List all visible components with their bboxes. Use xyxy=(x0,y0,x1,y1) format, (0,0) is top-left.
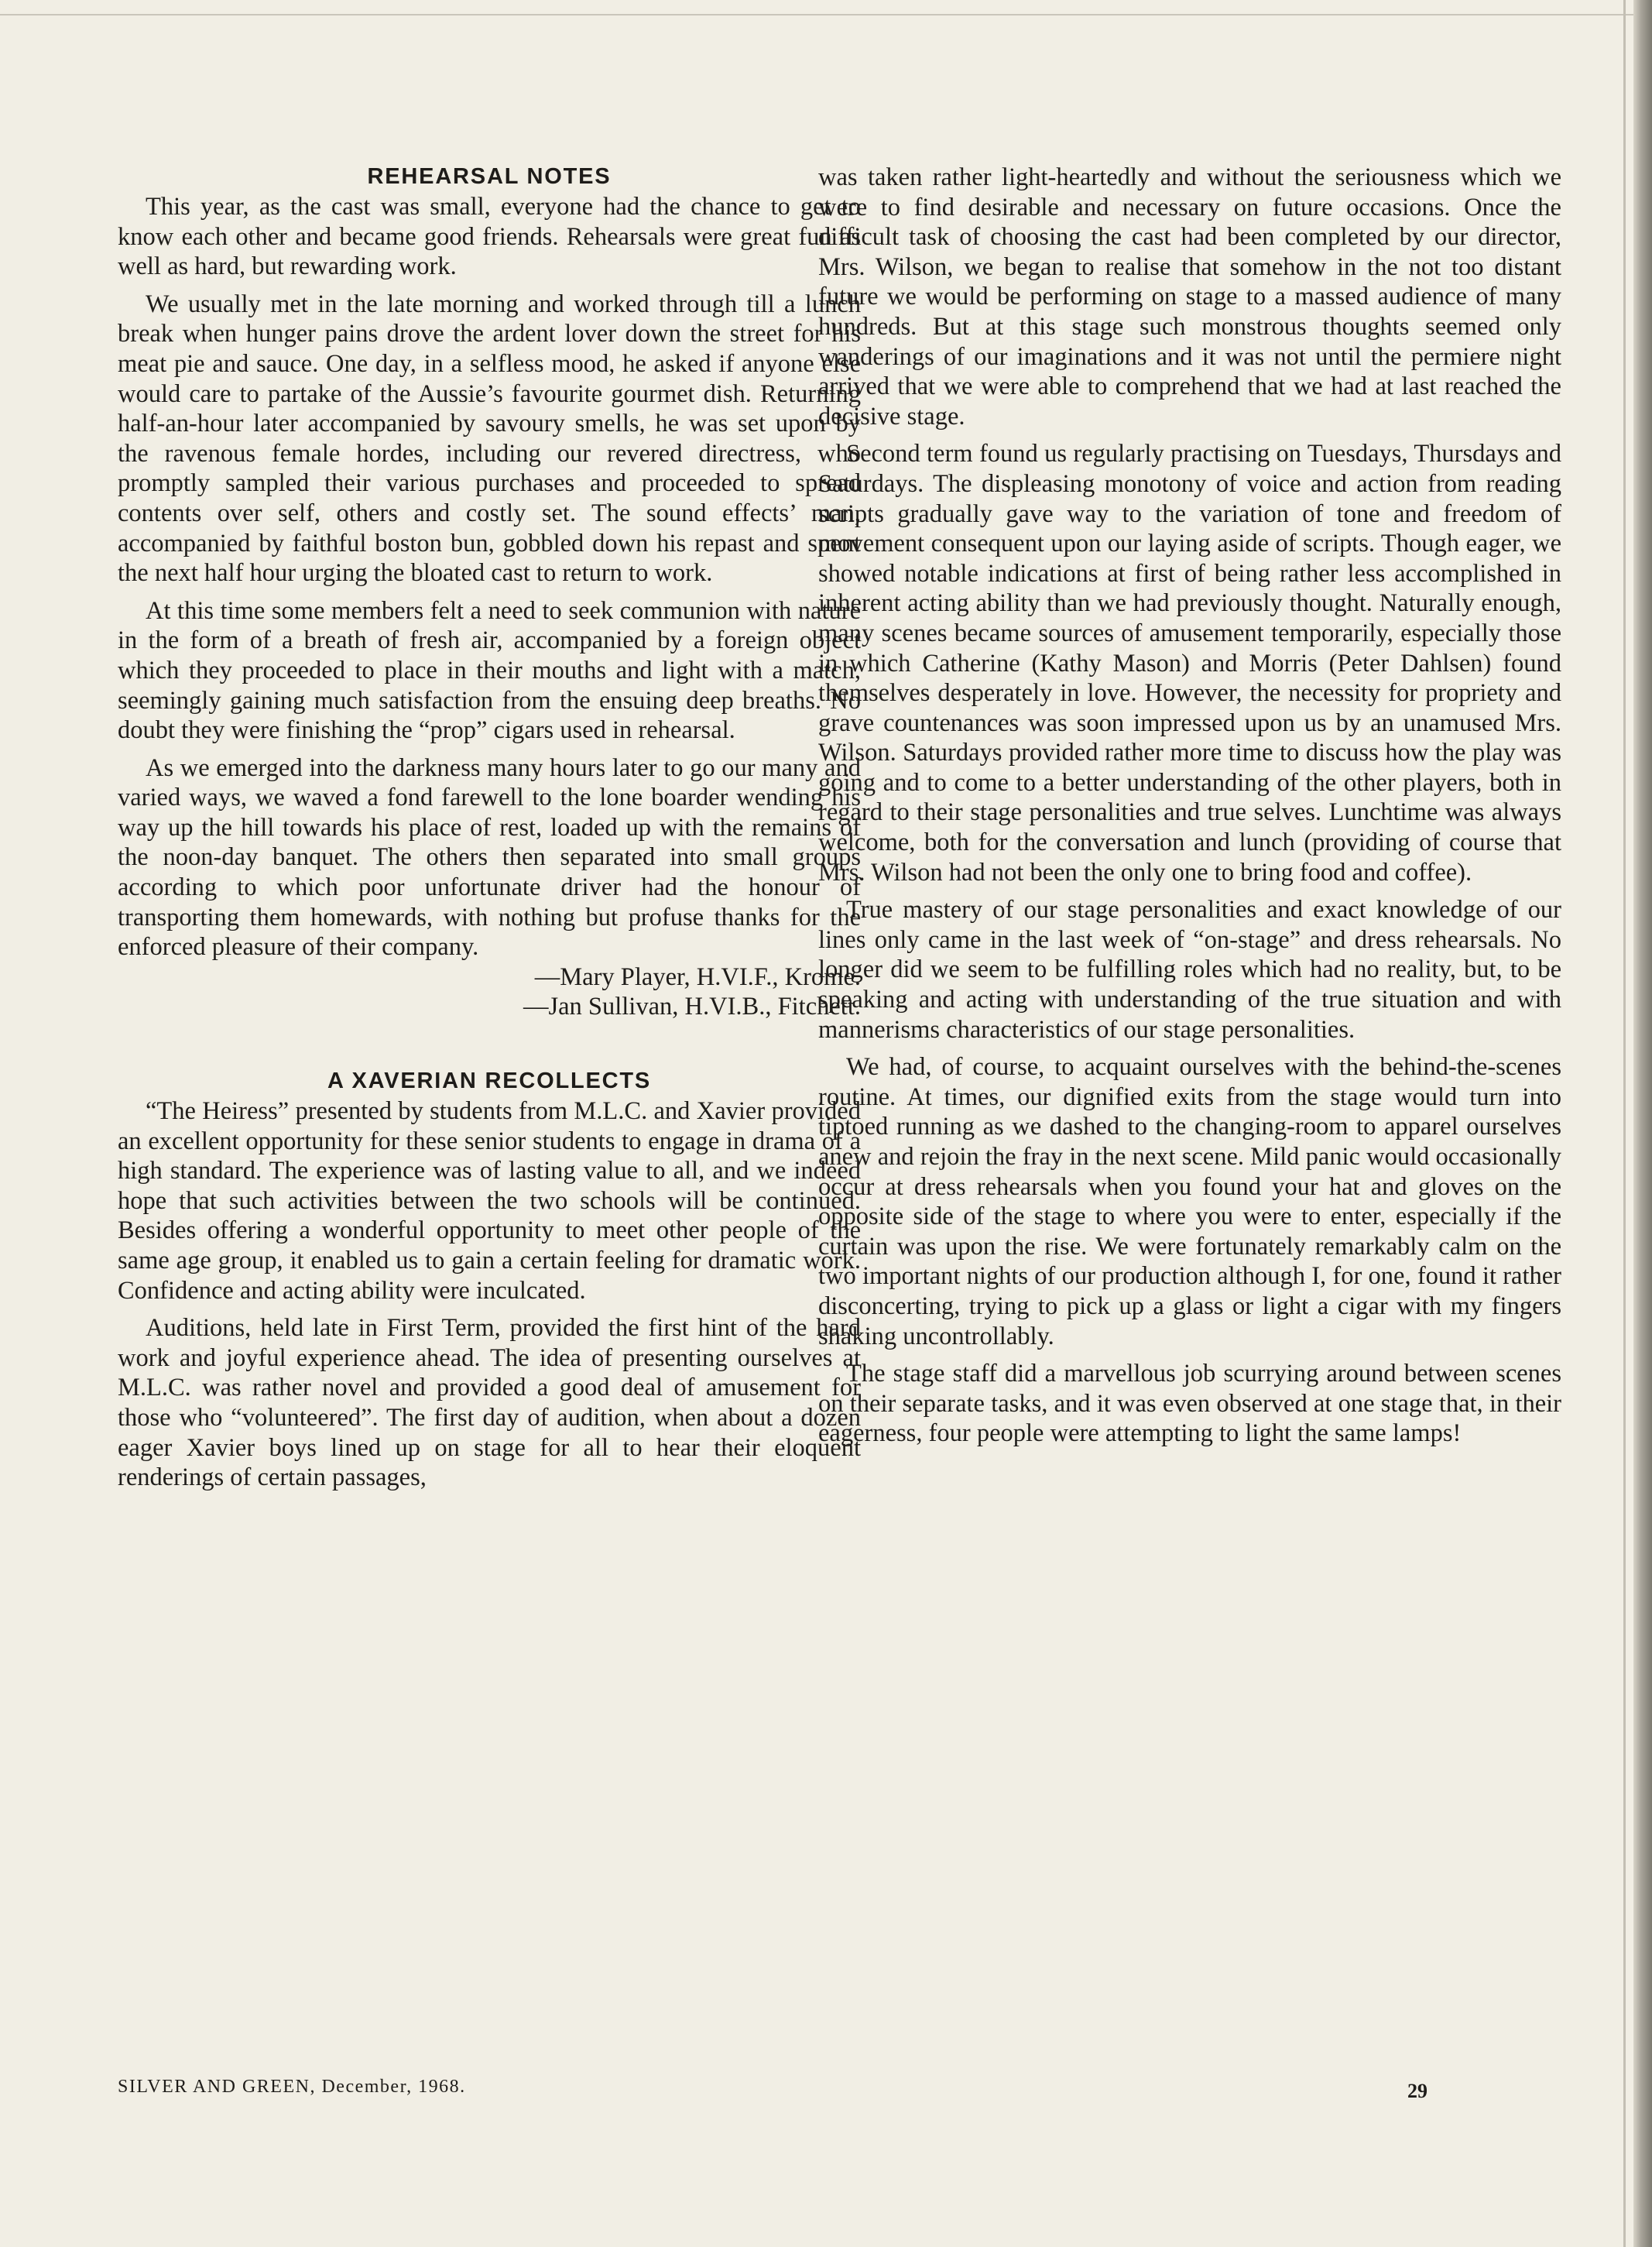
rehearsal-paragraph-1: This year, as the cast was small, everyone had the chance to get to know each other and became good friends. Rehearsals were great fun as well as hard, but rewarding work. xyxy=(118,193,861,281)
page-number: 29 xyxy=(1407,2080,1428,2102)
spine-line xyxy=(1623,0,1626,2247)
xaverian-paragraph-1: “The Heiress” presented by students from M.L.C. and Xavier provided an excellent opportunity for these senior students to engage in drama of a high standard. The experience was of lasting value to all, and we indeed hope that such activities between the two schools will be continued. Besides offering a wonderful opportunity to meet other people of the same age group, it enabled us to gain a certain feeling for dramatic work. Confidence and acting ability were inculcated. xyxy=(118,1097,861,1305)
xaverian-paragraph-second-term: Second term found us regularly practising on Tuesdays, Thursdays and Saturdays. The displeasing monotony of voice and action from reading scripts gradually gave way to the variation of tone and freedom of movement consequent upon our laying aside of scripts. Though eager, we showed notable indications at first of being rather less accomplished in inherent acting ability than we had previously thought. Naturally enough, many scenes became sources of amusement temporarily, especially those in which Catherine (Kathy Mason) and Morris (Peter Dahlsen) found themselves desperately in love. However, the necessity for propriety and grave countenances was soon impressed upon us by an unamused Mrs. Wilson. Saturdays provided rather more time to discuss how the play was going and to come to a better understanding of the other players, both in regard to their stage personalities and true selves. Lunchtime was always welcome, both for the conversation and lunch (providing of course that Mrs. Wilson had not been the only one to bring food and coffee). xyxy=(818,440,1561,887)
rehearsal-notes-heading: REHEARSAL NOTES xyxy=(367,164,612,189)
right-column xyxy=(818,163,1561,1449)
rehearsal-paragraph-2: We usually met in the late morning and worked through till a lunch break when hunger pains drove the ardent lover down the street for his meat pie and sauce. One day, in a selfless mood, he asked if anyone else would care to partake of the Aussie’s favourite gourmet dish. Returning half-an-hour later accompanied by savoury smells, he was set upon by the ravenous female hordes, including our revered directress, who promptly sampled their various purchases and proceeded to spread contents over self, others and costly set. The sound effects’ man, accompanied by faithful boston bun, gobbled down his repast and spent the next half hour urging the bloated cast to return to work. xyxy=(118,290,861,588)
page-top-edge xyxy=(0,14,1652,15)
xaverian-paragraph-2: Auditions, held late in First Term, provided the first hint of the hard work and joyful experience ahead. The idea of presenting ourselves at M.L.C. was rather novel and provided a good deal of amusement for those who “volunteered”. The first day of audition, when about a dozen eager Xavier boys lined up on stage for all to hear their eloquent renderings of certain passages, xyxy=(118,1314,861,1492)
xaverian-paragraph-true-mastery: True mastery of our stage personalities and exact knowledge of our lines only came in the last week of “on-stage” and dress rehearsals. No longer did we seem to be fulfilling roles which had no reality, but, to be speaking and acting with understanding of the true situation and with mannerisms characteristics of our stage personalities. xyxy=(818,896,1561,1044)
xaverian-continued-paragraph: was taken rather light-heartedly and without the seriousness which we were to find desirable and necessary on future occasions. Once the difficult task of choosing the cast had been completed by our director, Mrs. Wilson, we began to realise that somehow in the not too distant future we would be performing on stage to a massed audience of many hundreds. But at this stage such monstrous thoughts seemed only wanderings of our imaginations and it was not until the permiere night arrived that we were able to comprehend that we had at last reached the decisive stage. xyxy=(818,163,1561,431)
rehearsal-paragraph-3: At this time some members felt a need to seek communion with nature in the form of a breath of fresh air, accompanied by a foreign object which they proceeded to place in their mouths and light with a match, seemingly gaining much satisfaction from the ensuing deep breaths. No doubt they were finishing the “prop” cigars used in rehearsal. xyxy=(118,596,861,745)
publication-footer: SILVER AND GREEN, December, 1968. xyxy=(118,2077,466,2097)
xaverian-paragraph-behind-scenes: We had, of course, to acquaint ourselves with the behind-the-scenes routine. At times, our dignified exits from the stage would turn into tiptoed running as we dashed to the changing-room to apparel ourselves anew and rejoin the fray in the next scene. Mild panic would occasionally occur at dress rehearsals when you found your hat and gloves on the opposite side of the stage to where you were to enter, especially if the curtain was upon the rise. We were fortunately remarkably calm on the two important nights of our production although I, for one, found it rather disconcerting, trying to pick up a glass or light a cigar with my fingers shaking uncontrollably. xyxy=(818,1053,1561,1350)
rehearsal-paragraph-4: As we emerged into the darkness many hours later to go our many and varied ways, we waved a fond farewell to the lone boarder wending his way up the hill towards his place of rest, loaded up with the remains of the noon-day banquet. The others then separated into small groups according to which poor unfortunate driver had the honour of transporting them homewards, with nothing but profuse thanks for the enforced pleasure of their company. xyxy=(118,753,861,962)
xaverian-paragraph-stage-staff: The stage staff did a marvellous job scurrying around between scenes on their separate tasks, and it was even observed at one stage that, in their eagerness, four people were attempting to light the same lamps! xyxy=(818,1360,1561,1448)
left-column xyxy=(118,163,861,1493)
signature-mary-player: —Mary Player, H.VI.F., Krome. xyxy=(534,962,861,991)
signature-jan-sullivan: —Jan Sullivan, H.VI.B., Fitchett. xyxy=(523,993,861,1021)
rehearsal-signatures xyxy=(118,962,861,1022)
xaverian-recollects-heading: A XAVERIAN RECOLLECTS xyxy=(327,1069,652,1094)
spine-shadow xyxy=(1633,0,1652,2247)
